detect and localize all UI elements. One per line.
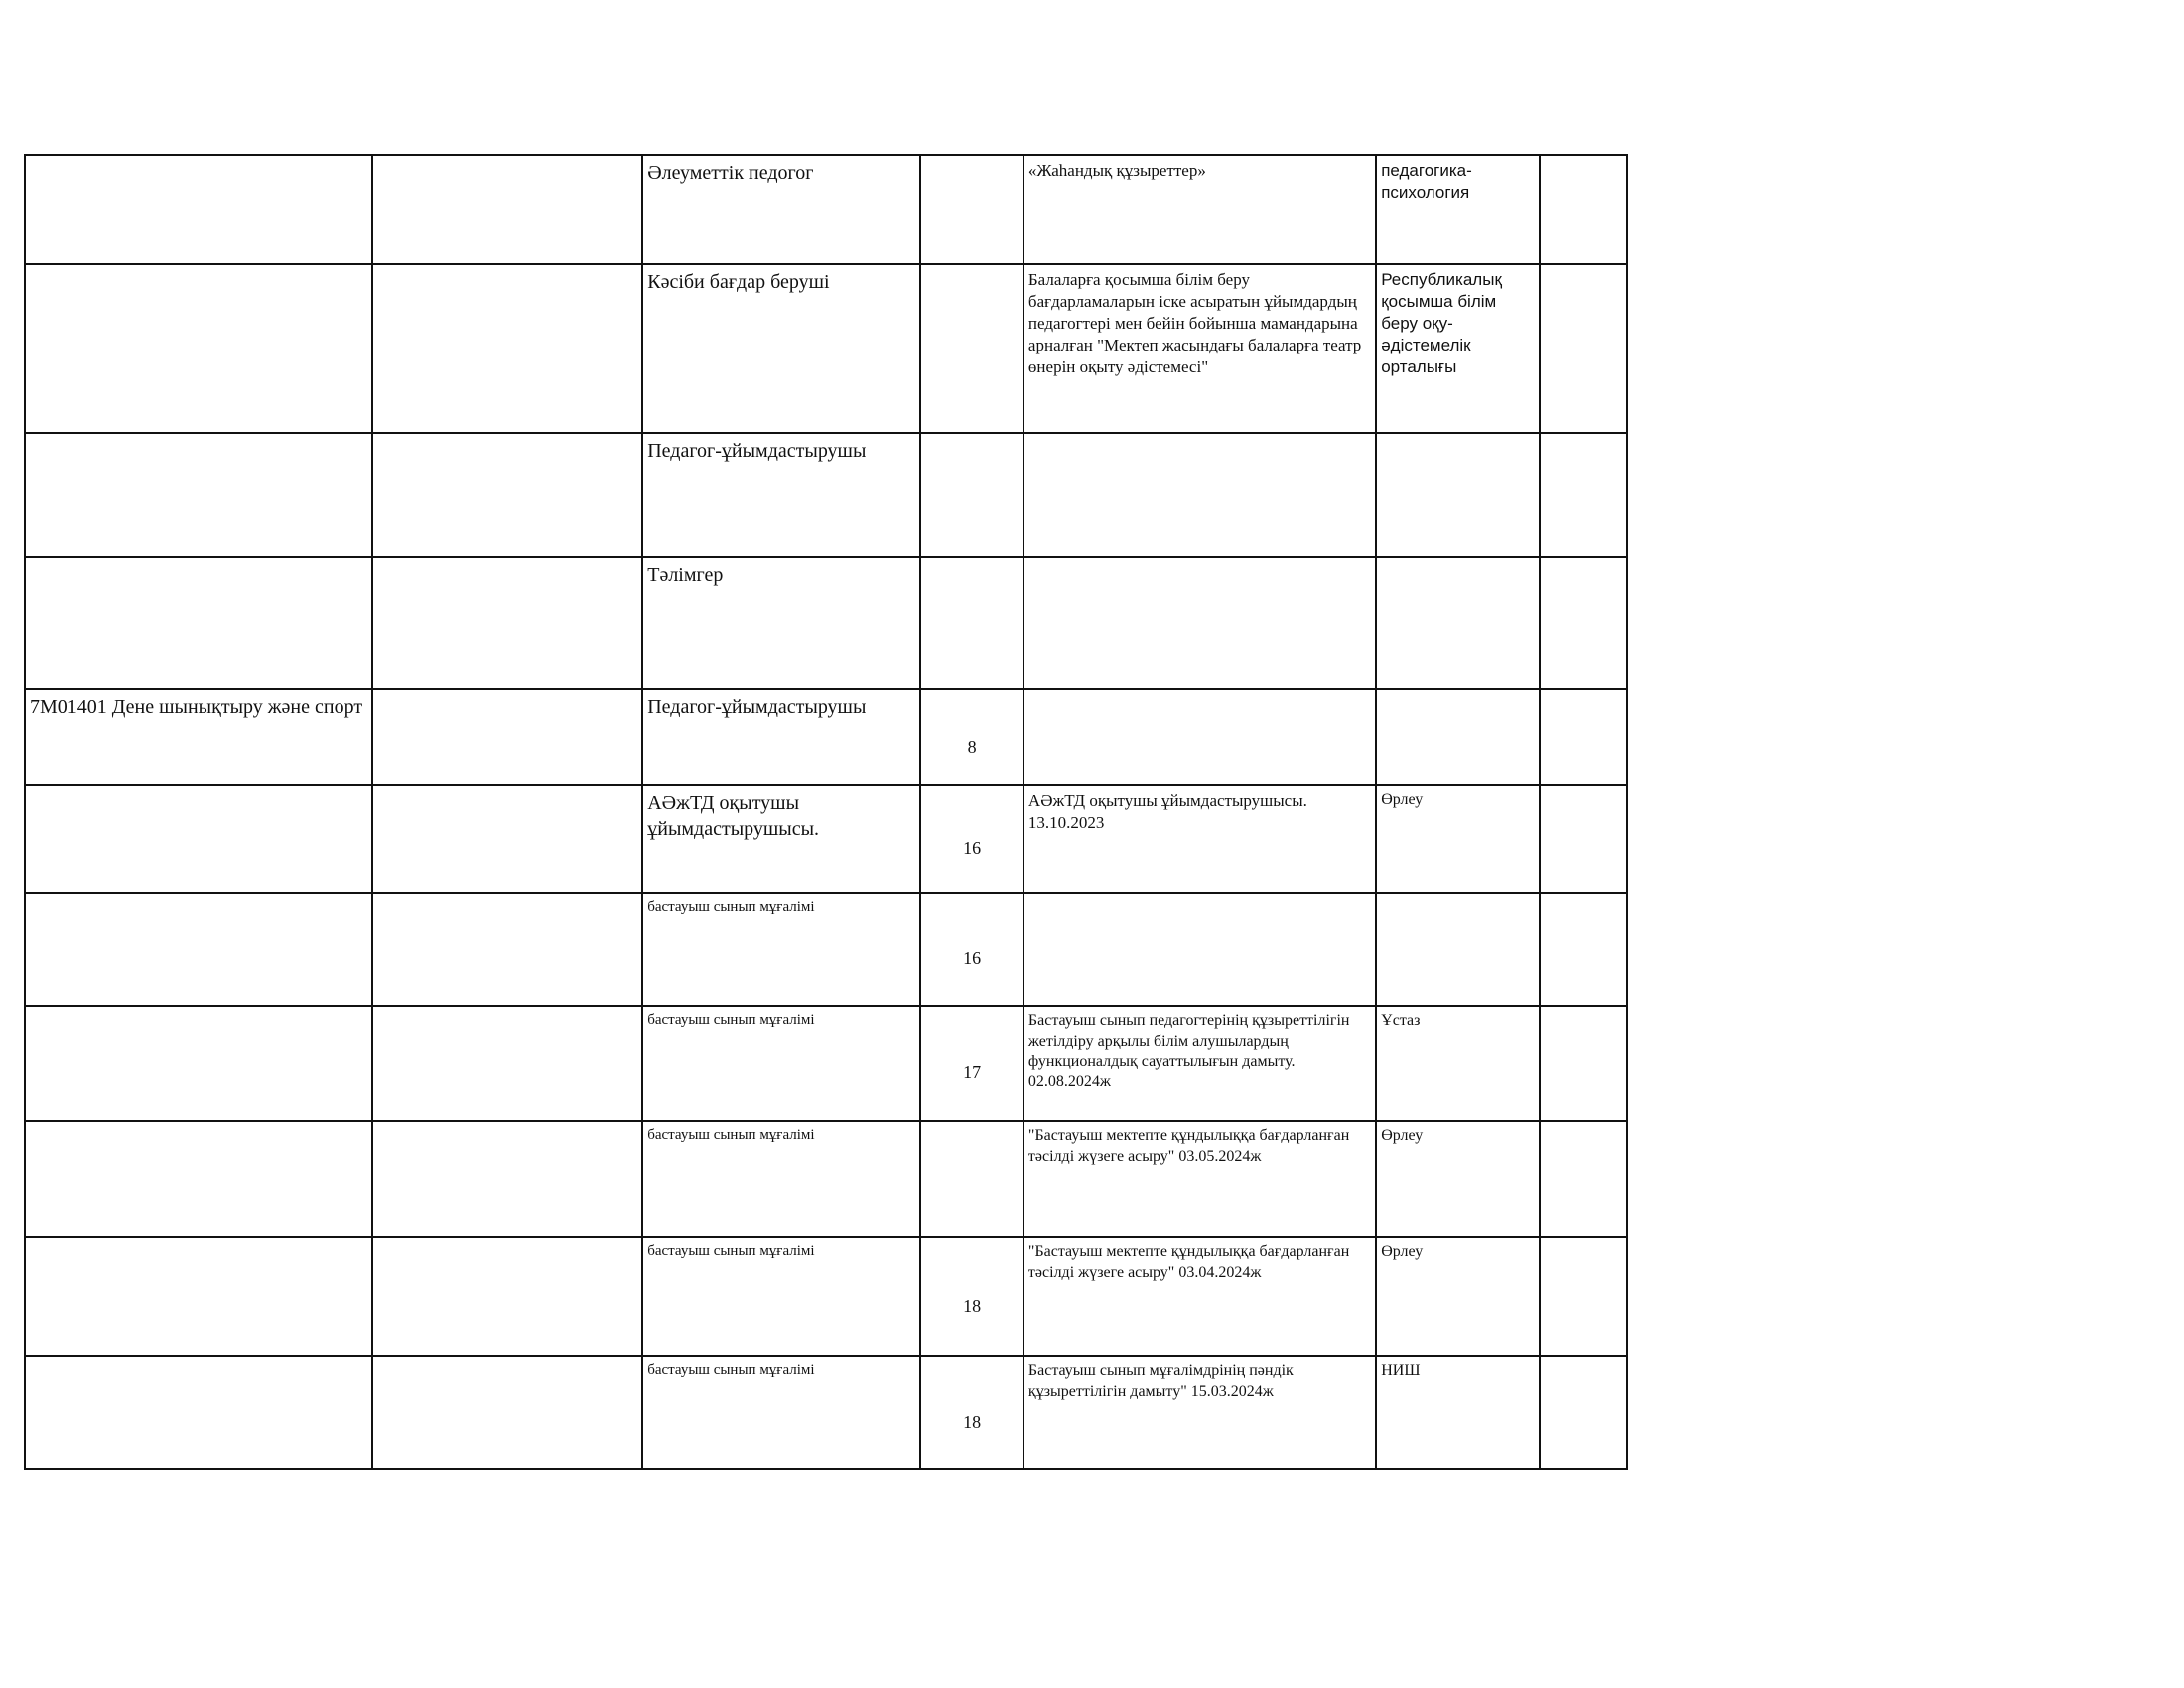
hours-cell	[920, 689, 1024, 785]
course-cell	[1024, 689, 1376, 785]
organization-cell: Өрлеу	[1376, 785, 1539, 893]
blank-cell	[372, 264, 642, 433]
program-cell	[25, 264, 372, 433]
program-cell	[25, 557, 372, 689]
blank-cell	[372, 689, 642, 785]
position-cell: бастауыш сынып мұғалімі	[642, 1237, 920, 1356]
table-row	[25, 155, 1627, 264]
program-cell	[25, 893, 372, 1006]
blank-cell	[372, 155, 642, 264]
organization-cell: НИШ	[1376, 1356, 1539, 1469]
table-row	[25, 893, 1627, 1006]
program-cell: 7М01401 Дене шынықтыру және спорт	[25, 689, 372, 785]
organization-cell: педагогика- психология	[1376, 155, 1539, 264]
course-cell: Бастауыш сынып мұғалімдрінің пәндік құзыреттілігін дамыту" 15.03.2024ж	[1024, 1356, 1376, 1469]
table-row	[25, 1237, 1627, 1356]
program-cell	[25, 785, 372, 893]
blank-cell	[1540, 1121, 1627, 1237]
course-cell: АӘжТД оқытушы ұйымдастырушысы. 13.10.2023	[1024, 785, 1376, 893]
course-cell	[1024, 557, 1376, 689]
table-row	[25, 433, 1627, 557]
blank-cell	[372, 433, 642, 557]
course-cell	[1024, 433, 1376, 557]
position-cell: Кәсіби бағдар беруші	[642, 264, 920, 433]
hours-cell	[920, 155, 1024, 264]
table-row	[25, 264, 1627, 433]
program-cell	[25, 1006, 372, 1121]
hours-cell	[920, 1356, 1024, 1469]
hours-cell	[920, 893, 1024, 1006]
hours-cell	[920, 557, 1024, 689]
blank-cell	[372, 1237, 642, 1356]
table-row	[25, 1121, 1627, 1237]
blank-cell	[372, 893, 642, 1006]
hours-cell	[920, 264, 1024, 433]
organization-cell	[1376, 689, 1539, 785]
course-cell: "Бастауыш мектепте құндылыққа бағдарланған тәсілді жүзеге асыру" 03.05.2024ж	[1024, 1121, 1376, 1237]
organization-cell: Өрлеу	[1376, 1237, 1539, 1356]
table-row	[25, 785, 1627, 893]
blank-cell	[1540, 557, 1627, 689]
organization-cell: Ұстаз	[1376, 1006, 1539, 1121]
blank-cell	[1540, 264, 1627, 433]
course-cell	[1024, 893, 1376, 1006]
course-cell: «Жаһандық құзыреттер»	[1024, 155, 1376, 264]
hours-value: 16	[963, 838, 982, 859]
hours-value: 16	[963, 948, 982, 969]
course-cell: Бастауыш сынып педагогтерінің құзыреттілігін жетілдіру арқылы білім алушылардың функционалдық сауаттылығын дамыту. 02.08.2024ж	[1024, 1006, 1376, 1121]
hours-cell	[920, 785, 1024, 893]
blank-cell	[372, 557, 642, 689]
position-cell: Әлеуметтік педогог	[642, 155, 920, 264]
blank-cell	[1540, 155, 1627, 264]
hours-cell	[920, 1237, 1024, 1356]
blank-cell	[1540, 433, 1627, 557]
hours-value: 18	[963, 1296, 982, 1317]
table-row	[25, 1356, 1627, 1469]
hours-cell	[920, 1006, 1024, 1121]
position-cell: бастауыш сынып мұғалімі	[642, 1121, 920, 1237]
blank-cell	[1540, 893, 1627, 1006]
course-cell: Балаларға қосымша білім беру бағдарламаларын іске асыратын ұйымдардың педагогтері мен бейін бойынша мамандарына арналған "Мектеп жасындағы балаларға театр өнерін оқыту әдістемесі"	[1024, 264, 1376, 433]
table-row	[25, 557, 1627, 689]
position-cell: Тәлімгер	[642, 557, 920, 689]
organization-cell: Республикалық қосымша білім беру оқу-әдістемелік орталығы	[1376, 264, 1539, 433]
blank-cell	[1540, 785, 1627, 893]
program-cell	[25, 1356, 372, 1469]
blank-cell	[372, 1006, 642, 1121]
organization-cell	[1376, 893, 1539, 1006]
position-cell: бастауыш сынып мұғалімі	[642, 1356, 920, 1469]
program-cell	[25, 1237, 372, 1356]
blank-cell	[372, 1121, 642, 1237]
organization-cell	[1376, 557, 1539, 689]
organization-cell: Өрлеу	[1376, 1121, 1539, 1237]
blank-cell	[1540, 689, 1627, 785]
table-row	[25, 689, 1627, 785]
hours-value: 17	[963, 1062, 982, 1083]
position-cell: бастауыш сынып мұғалімі	[642, 1006, 920, 1121]
position-cell: Педагог-ұйымдастырушы	[642, 689, 920, 785]
program-cell	[25, 1121, 372, 1237]
hours-cell	[920, 1121, 1024, 1237]
program-cell	[25, 155, 372, 264]
hours-cell	[920, 433, 1024, 557]
course-cell: "Бастауыш мектепте құндылыққа бағдарланған тәсілді жүзеге асыру" 03.04.2024ж	[1024, 1237, 1376, 1356]
program-cell	[25, 433, 372, 557]
position-cell: АӘжТД оқытушы ұйымдастырушысы.	[642, 785, 920, 893]
organization-cell	[1376, 433, 1539, 557]
position-cell: бастауыш сынып мұғалімі	[642, 893, 920, 1006]
blank-cell	[1540, 1006, 1627, 1121]
blank-cell	[1540, 1237, 1627, 1356]
training-table	[24, 154, 1628, 1470]
blank-cell	[372, 785, 642, 893]
hours-value: 8	[967, 736, 977, 757]
position-cell: Педагог-ұйымдастырушы	[642, 433, 920, 557]
table-row	[25, 1006, 1627, 1121]
hours-value: 18	[963, 1411, 982, 1432]
blank-cell	[372, 1356, 642, 1469]
blank-cell	[1540, 1356, 1627, 1469]
